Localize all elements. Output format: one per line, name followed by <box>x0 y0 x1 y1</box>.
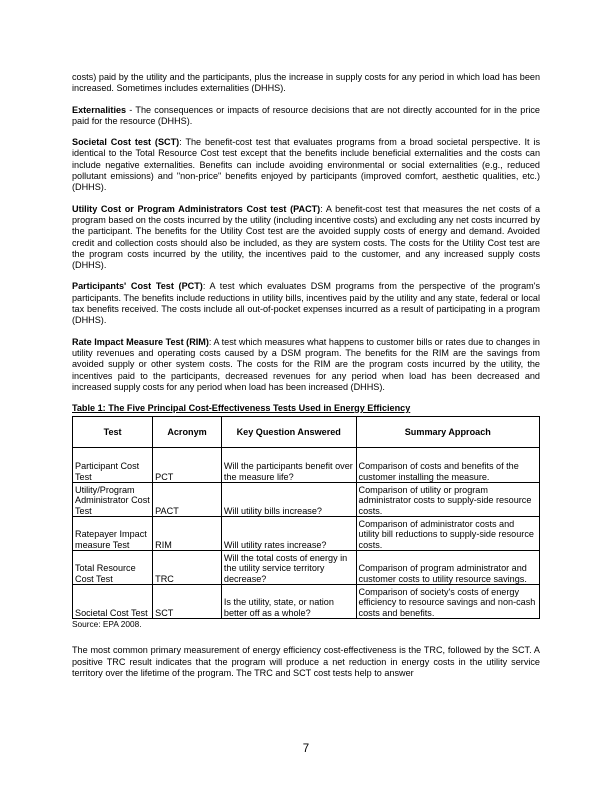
definition-text: : The benefit-cost test that evaluates programs from a broad societal perspective. It is identical to the Total Resource Cost test except that the benefits include beneficial externalities and the costs can include negative externalities. Benefits can include avoiding environmental or social externalities (e.g., reduced pollutant emissions) and "non-price" benefits enjoyed by participants (improved comfort, aesthetic qualities, etc.) (DHHS). <box>72 137 540 193</box>
term-pact: Utility Cost or Program Administrators Cost test (PACT) <box>72 203 321 214</box>
cell-question: Will the total costs of energy in the utility service territory decrease? <box>221 551 356 585</box>
definition-text: - The consequences or impacts of resource decisions that are not directly accounted for in the price paid for the resource (DHHS). <box>72 104 540 126</box>
table-row <box>73 585 540 619</box>
header-acronym: Acronym <box>153 417 222 448</box>
cell-test: Societal Cost Test <box>73 585 153 619</box>
term-rim: Rate Impact Measure Test (RIM) <box>72 336 209 347</box>
cell-question: Will the participants benefit over the measure life? <box>221 448 356 483</box>
term-pct: Participants' Cost Test (PCT) <box>72 281 203 292</box>
cell-acronym: PACT <box>153 483 222 517</box>
definition-rim <box>72 337 540 393</box>
table-row <box>73 448 540 483</box>
header-key-question: Key Question Answered <box>221 417 356 448</box>
definition-text: : A test which evaluates DSM programs from the perspective of the program's participants. The benefits include reductions in utility bills, incentives paid by the utility and any state, federal or local tax benefits received. The costs include all out-of-pocket expenses incurred as a result of participating in a program (DHHS). <box>72 281 540 326</box>
paragraph-continuation: costs) paid by the utility and the participants, plus the increase in supply costs for any period in which load has been increased. Sometimes includes externalities (DHHS). <box>72 72 540 94</box>
table-row <box>73 483 540 517</box>
paragraph-trc-sct: The most common primary measurement of energy efficiency cost-effectiveness is the TRC, followed by the SCT. A positive TRC result indicates that the program will produce a net reduction in energy costs in the utility service territory over the lifetime of the program. The TRC and SCT cost tests help to answer <box>72 645 540 679</box>
header-summary-approach: Summary Approach <box>356 417 539 448</box>
definition-pact <box>72 204 540 272</box>
cost-tests-table <box>72 416 540 619</box>
table-caption: Table 1: The Five Principal Cost-Effectiveness Tests Used in Energy Efficiency <box>72 403 411 414</box>
cell-acronym: TRC <box>153 551 222 585</box>
definition-text: : A test which measures what happens to customer bills or rates due to changes in utility revenues and operating costs caused by a DSM program. The benefits for the RIM are the savings from avoided supply or other system costs. The costs for the RIM are the program costs incurred by the utility, the incentives paid to the participants, decreased revenues for any period when load has been decreased and increased supply costs for any period when load has been increased (DHHS). <box>72 336 540 392</box>
table-row <box>73 551 540 585</box>
cell-test: Ratepayer Impact measure Test <box>73 517 153 551</box>
definition-sct <box>72 137 540 193</box>
page-body <box>72 72 540 689</box>
cell-test: Total Resource Cost Test <box>73 551 153 585</box>
cell-acronym: SCT <box>153 585 222 619</box>
cell-test: Utility/Program Administrator Cost Test <box>73 483 153 517</box>
cell-approach: Comparison of costs and benefits of the customer installing the measure. <box>356 448 539 483</box>
table-header-row <box>73 417 540 448</box>
cell-acronym: RIM <box>153 517 222 551</box>
term-sct: Societal Cost test (SCT) <box>72 137 180 148</box>
cell-test: Participant Cost Test <box>73 448 153 483</box>
table-row <box>73 517 540 551</box>
cell-approach: Comparison of utility or program administrator costs to supply-side resource costs. <box>356 483 539 517</box>
cell-approach: Comparison of society's costs of energy efficiency to resource savings and non-cash costs and benefits. <box>356 585 539 619</box>
term-externalities: Externalities <box>72 104 127 115</box>
cell-question: Will utility rates increase? <box>221 517 356 551</box>
table-source: Source: EPA 2008. <box>72 619 142 630</box>
cell-question: Will utility bills increase? <box>221 483 356 517</box>
cell-approach: Comparison of program administrator and customer costs to utility resource savings. <box>356 551 539 585</box>
definition-text: : A benefit-cost test that measures the net costs of a program based on the costs incurred by the utility (including incentive costs) and excluding any net costs incurred by the participant. The benefits for the Utility Cost test are the avoided supply costs of energy and demand. Avoided credit and collection costs should also be included, as they are system costs. The costs for the Utility Cost test are the program costs incurred by the utility, the incentives paid to the customer, and any increased supply costs (DHHS). <box>72 203 541 271</box>
cell-approach: Comparison of administrator costs and utility bill reductions to supply-side resource costs. <box>356 517 539 551</box>
cell-acronym: PCT <box>153 448 222 483</box>
definition-pct <box>72 281 540 326</box>
page-number: 7 <box>302 743 310 755</box>
header-test: Test <box>73 417 153 448</box>
definition-externalities <box>72 105 540 128</box>
cell-question: Is the utility, state, or nation better off as a whole? <box>221 585 356 619</box>
